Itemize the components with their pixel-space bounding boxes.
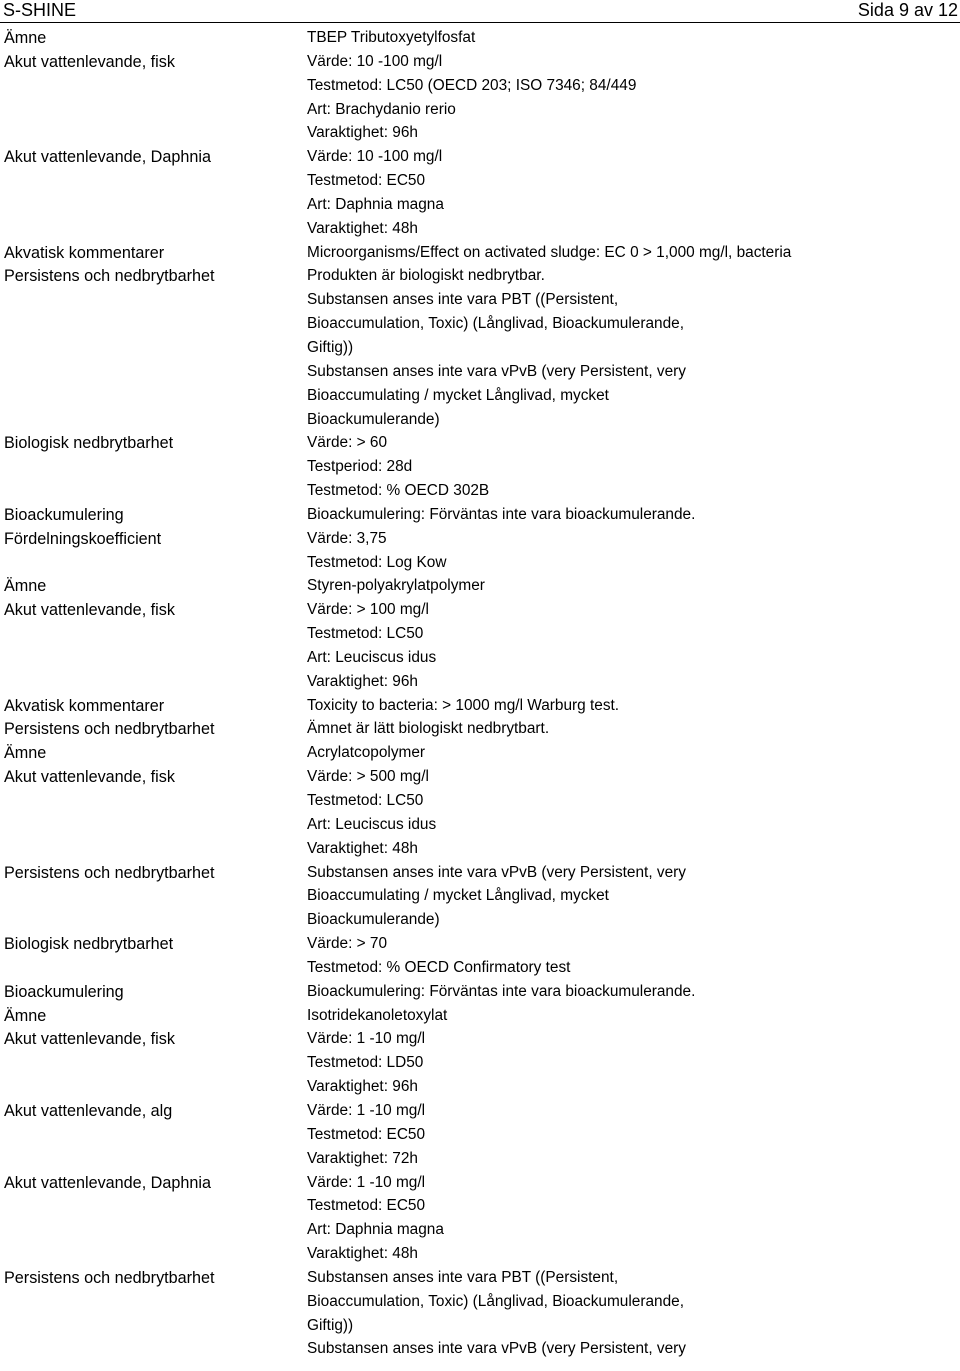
row-value xyxy=(307,598,960,693)
row-value xyxy=(307,1004,960,1028)
value-line: Varaktighet: 48h xyxy=(307,839,418,857)
row-value xyxy=(307,861,960,933)
row-value xyxy=(307,1027,960,1099)
row-value xyxy=(307,503,960,527)
product-name: S-SHINE xyxy=(3,0,77,20)
value-line: Varaktighet: 96h xyxy=(307,1078,418,1096)
row-value xyxy=(307,932,960,980)
row-label: Fördelningskoefficient xyxy=(4,529,162,548)
info-row xyxy=(0,1027,960,1099)
info-row xyxy=(0,598,960,693)
page-number: Sida 9 av 12 xyxy=(857,0,958,20)
value-line: Substansen anses inte vara PBT ((Persistent, xyxy=(307,291,619,309)
info-row xyxy=(0,980,960,1004)
info-row xyxy=(0,694,960,718)
info-row xyxy=(0,741,960,765)
value-line: Art: Daphnia magna xyxy=(307,1221,444,1239)
value-line: Bioaccumulation, Toxic) (Långlivad, Bioackumulerande, xyxy=(307,315,684,333)
row-value xyxy=(307,1099,960,1171)
info-row xyxy=(0,241,960,265)
value-line: Substansen anses inte vara PBT ((Persistent, xyxy=(307,1268,619,1286)
info-row xyxy=(0,527,960,575)
row-label: Persistens och nedbrytbarhet xyxy=(4,863,215,882)
value-line: Giftig)) xyxy=(307,1316,354,1334)
row-value xyxy=(307,574,960,598)
value-line: Art: Daphnia magna xyxy=(307,195,444,213)
value-line: Substansen anses inte vara vPvB (very Persistent, very xyxy=(307,1340,686,1358)
value-line: Testmetod: Log Kow xyxy=(307,553,447,571)
value-line: Isotridekanoletoxylat xyxy=(307,1006,448,1024)
row-label: Akut vattenlevande, fisk xyxy=(4,768,175,787)
info-row xyxy=(0,145,960,240)
row-label: Ämne xyxy=(4,29,47,47)
value-line: Produkten är biologiskt nedbrytbar. xyxy=(307,267,545,285)
value-line: Acrylatcopolymer xyxy=(307,744,426,762)
info-row xyxy=(0,50,960,145)
value-line: Substansen anses inte vara vPvB (very Persistent, very xyxy=(307,362,686,380)
value-line: Testmetod: % OECD 302B xyxy=(307,482,490,500)
row-label: Akvatisk kommentarer xyxy=(4,696,165,715)
row-label: Persistens och nedbrytbarhet xyxy=(4,267,215,286)
info-row xyxy=(0,932,960,980)
info-row xyxy=(0,717,960,741)
info-row xyxy=(0,1004,960,1028)
row-value xyxy=(307,1171,960,1266)
value-line: Testperiod: 28d xyxy=(307,458,413,476)
info-row xyxy=(0,1171,960,1266)
value-line: Bioackumulering: Förväntas inte vara bioackumulerande. xyxy=(307,505,696,523)
value-line: Varaktighet: 48h xyxy=(307,1245,418,1263)
row-value xyxy=(307,765,960,860)
row-value xyxy=(307,741,960,765)
value-line: Art: Leuciscus idus xyxy=(307,815,437,833)
value-line: Testmetod: EC50 xyxy=(307,1197,426,1215)
info-row xyxy=(0,431,960,503)
value-line: Testmetod: LD50 xyxy=(307,1054,424,1072)
value-line: Värde: 3,75 xyxy=(307,529,387,547)
value-line: Bioaccumulating / mycket Långlivad, mycket xyxy=(307,887,609,905)
row-label: Persistens och nedbrytbarhet xyxy=(4,1268,215,1287)
value-line: Substansen anses inte vara vPvB (very Persistent, very xyxy=(307,863,686,881)
row-value xyxy=(307,980,960,1004)
value-line: Testmetod: LC50 xyxy=(307,792,424,809)
value-line: Bioackumulerande) xyxy=(307,911,440,929)
value-line: Giftig)) xyxy=(307,338,354,356)
row-label: Akut vattenlevande, Daphnia xyxy=(4,148,211,167)
row-label: Akut vattenlevande, fisk xyxy=(4,1030,175,1049)
info-row xyxy=(0,1266,960,1361)
row-label: Akut vattenlevande, alg xyxy=(4,1101,173,1120)
value-line: Värde: 1 -10 mg/l xyxy=(307,1030,426,1048)
value-line: Värde: 10 -100 mg/l xyxy=(307,52,443,70)
row-label: Akut vattenlevande, Daphnia xyxy=(4,1173,211,1192)
ecotox-info-table xyxy=(0,26,960,1361)
value-line: TBEP Tributoxyetylfosfat xyxy=(307,29,476,46)
value-line: Värde: 10 -100 mg/l xyxy=(307,148,443,166)
row-label: Akut vattenlevande, fisk xyxy=(4,52,175,71)
value-line: Värde: > 500 mg/l xyxy=(307,768,429,786)
value-line: Värde: 1 -10 mg/l xyxy=(307,1101,426,1119)
row-value xyxy=(307,1266,960,1361)
value-line: Ämnet är lätt biologiskt nedbrytbart. xyxy=(307,720,550,738)
row-label: Bioackumulering xyxy=(4,982,124,1001)
row-value xyxy=(307,50,960,145)
row-label: Akvatisk kommentarer xyxy=(4,243,165,262)
value-line: Varaktighet: 96h xyxy=(307,124,418,142)
info-row xyxy=(0,1099,960,1171)
row-label: Bioackumulering xyxy=(4,505,124,524)
value-line: Varaktighet: 48h xyxy=(307,219,418,237)
page-header xyxy=(0,0,960,23)
row-value xyxy=(307,264,960,431)
value-line: Bioaccumulation, Toxic) (Långlivad, Bioackumulerande, xyxy=(307,1292,684,1310)
value-line: Värde: 1 -10 mg/l xyxy=(307,1173,426,1191)
row-label: Biologisk nedbrytbarhet xyxy=(4,935,174,954)
value-line: Varaktighet: 96h xyxy=(307,672,418,690)
value-line: Värde: > 100 mg/l xyxy=(307,601,429,619)
info-row xyxy=(0,861,960,933)
value-line: Bioackumulering: Förväntas inte vara bioackumulerande. xyxy=(307,982,696,1000)
value-line: Styren-polyakrylatpolymer xyxy=(307,577,485,595)
info-row xyxy=(0,765,960,860)
value-line: Testmetod: LC50 (OECD 203; ISO 7346; 84/449 xyxy=(307,76,637,94)
row-label: Akut vattenlevande, fisk xyxy=(4,601,175,620)
value-line: Toxicity to bacteria: > 1000 mg/l Warburg test. xyxy=(307,696,620,714)
info-row xyxy=(0,26,960,50)
value-line: Testmetod: EC50 xyxy=(307,172,426,190)
value-line: Art: Brachydanio rerio xyxy=(307,100,456,118)
row-value xyxy=(307,694,960,718)
row-value xyxy=(307,145,960,240)
row-label: Biologisk nedbrytbarhet xyxy=(4,434,174,453)
row-value xyxy=(307,717,960,741)
value-line: Bioackumulerande) xyxy=(307,410,440,428)
value-line: Värde: > 70 xyxy=(307,935,388,953)
value-line: Testmetod: % OECD Confirmatory test xyxy=(307,958,571,976)
info-row xyxy=(0,264,960,431)
info-row xyxy=(0,503,960,527)
info-row xyxy=(0,574,960,598)
value-line: Testmetod: LC50 xyxy=(307,625,424,643)
row-value xyxy=(307,26,960,50)
value-line: Bioaccumulating / mycket Långlivad, mycket xyxy=(307,386,609,404)
row-label: Ämne xyxy=(4,577,47,596)
value-line: Varaktighet: 72h xyxy=(307,1149,418,1167)
value-line: Microorganisms/Effect on activated sludge: EC 0 > 1,000 mg/l, bacteria xyxy=(307,243,792,261)
row-label: Ämne xyxy=(4,744,47,763)
value-line: Testmetod: EC50 xyxy=(307,1125,426,1143)
row-value xyxy=(307,431,960,503)
value-line: Art: Leuciscus idus xyxy=(307,648,437,666)
row-label: Persistens och nedbrytbarhet xyxy=(4,720,215,739)
value-line: Värde: > 60 xyxy=(307,434,388,452)
row-label: Ämne xyxy=(4,1006,47,1025)
row-value xyxy=(307,241,960,265)
row-value xyxy=(307,527,960,575)
